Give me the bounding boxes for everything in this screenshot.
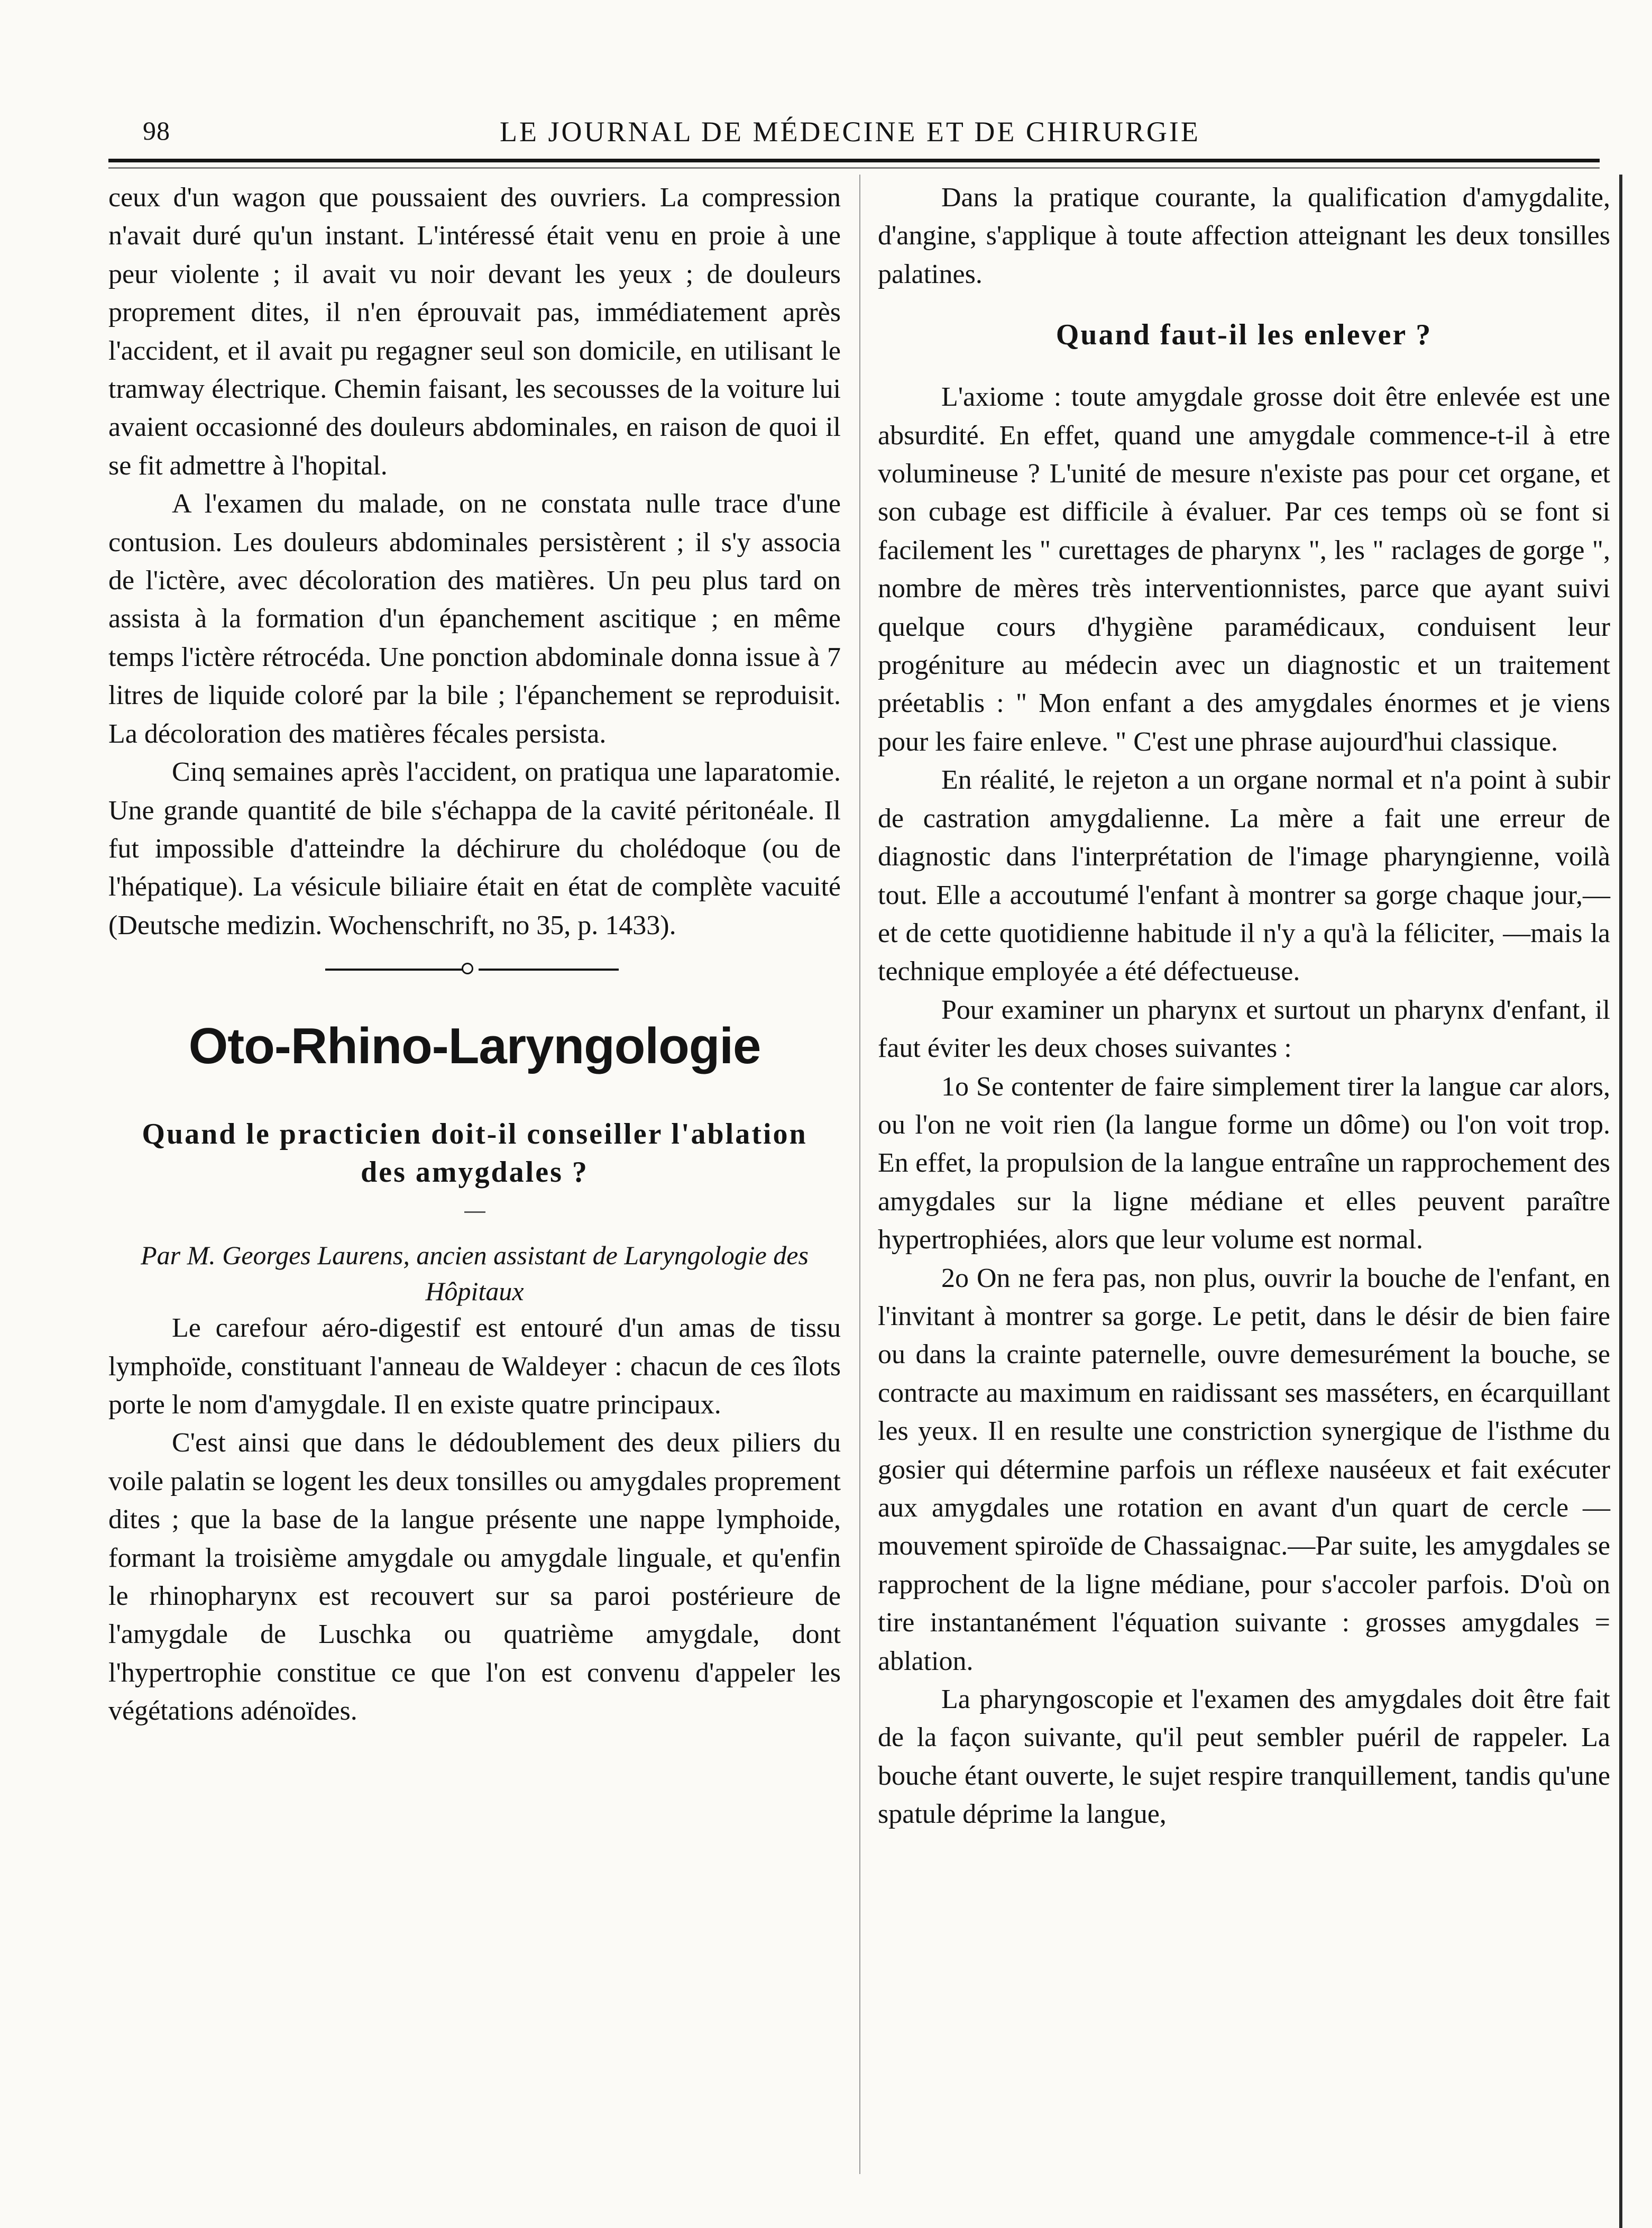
page-number: 98 (143, 116, 170, 145)
paragraph: Dans la pratique courante, la qualification d'amygdalite, d'angine, s'applique à toute affection atteignant les deux tonsilles palatines. (878, 182, 1610, 289)
byline: Par M. Georges Laurens, ancien assistant de Laryngologie des Hôpitaux (141, 1240, 809, 1307)
article-title: Quand le practicien doit-il conseiller l'ablation des amygdales ? (142, 1118, 807, 1189)
separator-line (479, 969, 619, 971)
paragraph: Cinq semaines après l'accident, on pratiqua une laparatomie. Une grande quantité de bile s'échappa de la cavité péritonéale. Il fut impossible d'atteindre la déchirure du cholédoque (ou de l'hépatique). La vésicule biliaire était en état de complète vacuité (Deutsche medizin. Wochenschrift, no 35, p. 1433). (108, 757, 841, 940)
paragraph: La pharyngoscopie et l'examen des amygdales doit être fait de la façon suivante, qu'il peut sembler puéril de rappeler. La bouche étant ouverte, le sujet respire tranquillement, tandis qu'une spatule déprime la langue, (878, 1684, 1610, 1830)
paragraph: A l'examen du malade, on ne constata nulle trace d'une contusion. Les douleurs abdominales persistèrent ; il s'y associa de l'ictère, avec décoloration des matières. Un peu plus tard on assista à la formation d'un épanchement ascitique ; en même temps l'ictère rétrocéda. Une ponction abdominale donna issue à 7 litres de liquide coloré par la bile ; l'épanchement se reproduisit. La décoloration des matières fécales persista. (108, 489, 841, 749)
right-column (878, 179, 1610, 1834)
paragraph: 2o On ne fera pas, non plus, ouvrir la bouche de l'enfant, en l'invitant à montrer sa gorge. Le petit, dans le désir de bien faire ou dans la crainte paternelle, ouvre demesurément la bouche, se contracte au maximum en raidissant ses masséters, en écarquillant les yeux. Il en resulte une constriction synergique de l'isthme du gosier qui détermine parfois un réflexe nauséeux et fait exécuter aux amygdales une rotation en avant d'un quart de cercle —mouvement spiroïde de Chassaignac.—Par suite, les amygdales se rapprochent de la ligne médiane, pour s'accoler parfois. D'où on tire instantanément l'équation suivante : grosses amygdales = ablation. (878, 1263, 1610, 1676)
left-column (108, 179, 841, 1731)
header-rule (108, 159, 1600, 162)
header-rule-thin (108, 167, 1600, 169)
paragraph: ceux d'un wagon que poussaient des ouvriers. La compression n'avait duré qu'un instant. L'intéressé était venu en proie à une peur violente ; il avait vu noir devant les yeux ; de douleurs proprement dites, il n'en éprouvait pas, immédiatement après l'accident, et il avait pu regagner seul son domicile, en utilisant le tramway électrique. Chemin faisant, les secousses de la voiture lui avaient occasionné des douleurs abdominales, en raison de quoi il se fit admettre à l'hopital. (108, 182, 841, 481)
separator-line (325, 969, 463, 971)
separator-ornament (462, 963, 473, 974)
paragraph: Le carefour aéro-digestif est entouré d'un amas de tissu lymphoïde, constituant l'anneau de Waldeyer : chacun de ces îlots porte le nom d'amygdale. Il en existe quatre principaux. (108, 1313, 841, 1420)
section-title: Oto-Rhino-Laryngologie (188, 1018, 761, 1075)
page-edge-shadow (1619, 175, 1622, 2228)
page-header (108, 115, 1573, 152)
paragraph: En réalité, le rejeton a un organe normal et n'a point à subir de castration amygdalienne. La mère a fait une erreur de diagnostic dans l'interprétation de l'image pharyngienne, voilà tout. Elle a accoutumé l'enfant à montrer sa gorge chaque jour,—et de cette quotidienne habitude il n'y a qu'à la féliciter, —mais la technique employée a été défectueuse. (878, 765, 1610, 987)
paragraph: 1o Se contenter de faire simplement tirer la langue car alors, ou l'on ne voit rien (la langue forme un dôme) ou l'on voit trop. En effet, la propulsion de la langue entraîne un rapprochement des amygdales sur la ligne médiane et elles peuvent paraître hypertrophiées, alors que leur volume est normal. (878, 1071, 1610, 1255)
paragraph: Pour examiner un pharynx et surtout un pharynx d'enfant, il faut éviter les deux choses suivantes : (878, 994, 1610, 1064)
paragraph: C'est ainsi que dans le dédoublement des deux piliers du voile palatin se logent les deux tonsilles ou amygdales proprement dites ; que la base de la langue présente une nappe lymphoide, formant la troisième amygdale ou amygdale linguale, et qu'enfin le rhinopharynx est recouvert sur sa paroi postérieure de l'amygdale de Luschka ou quatrième amygdale, dont l'hypertrophie constitue ce que l'on est convenu d'appeler les végétations adénoïdes. (108, 1428, 841, 1727)
subheading: Quand faut-il les enlever ? (1056, 318, 1433, 352)
column-divider (859, 175, 860, 2174)
title-dash (464, 1211, 485, 1213)
paragraph: L'axiome : toute amygdale grosse doit être enlevée est une absurdité. En effet, quand une amygdale commence-t-il à etre volumineuse ? L'unité de mesure n'existe pas pour cet organe, et son cubage est difficile à évaluer. Par ces temps où se font si facilement les " curettages de pharynx ", les " raclages de gorge ", nombre de mères très interventionnistes, parce que ayant suivi quelque cours d'hygiène paramédicaux, conduisent leur progéniture au médecin avec un diagnostic et un traitement préetablis : " Mon enfant a des amygdales énormes et je viens pour les faire enleve. " C'est une phrase aujourd'hui classique. (878, 382, 1610, 757)
journal-title: LE JOURNAL DE MÉDECINE ET DE CHIRURGIE (500, 116, 1200, 148)
section-separator (108, 958, 841, 980)
